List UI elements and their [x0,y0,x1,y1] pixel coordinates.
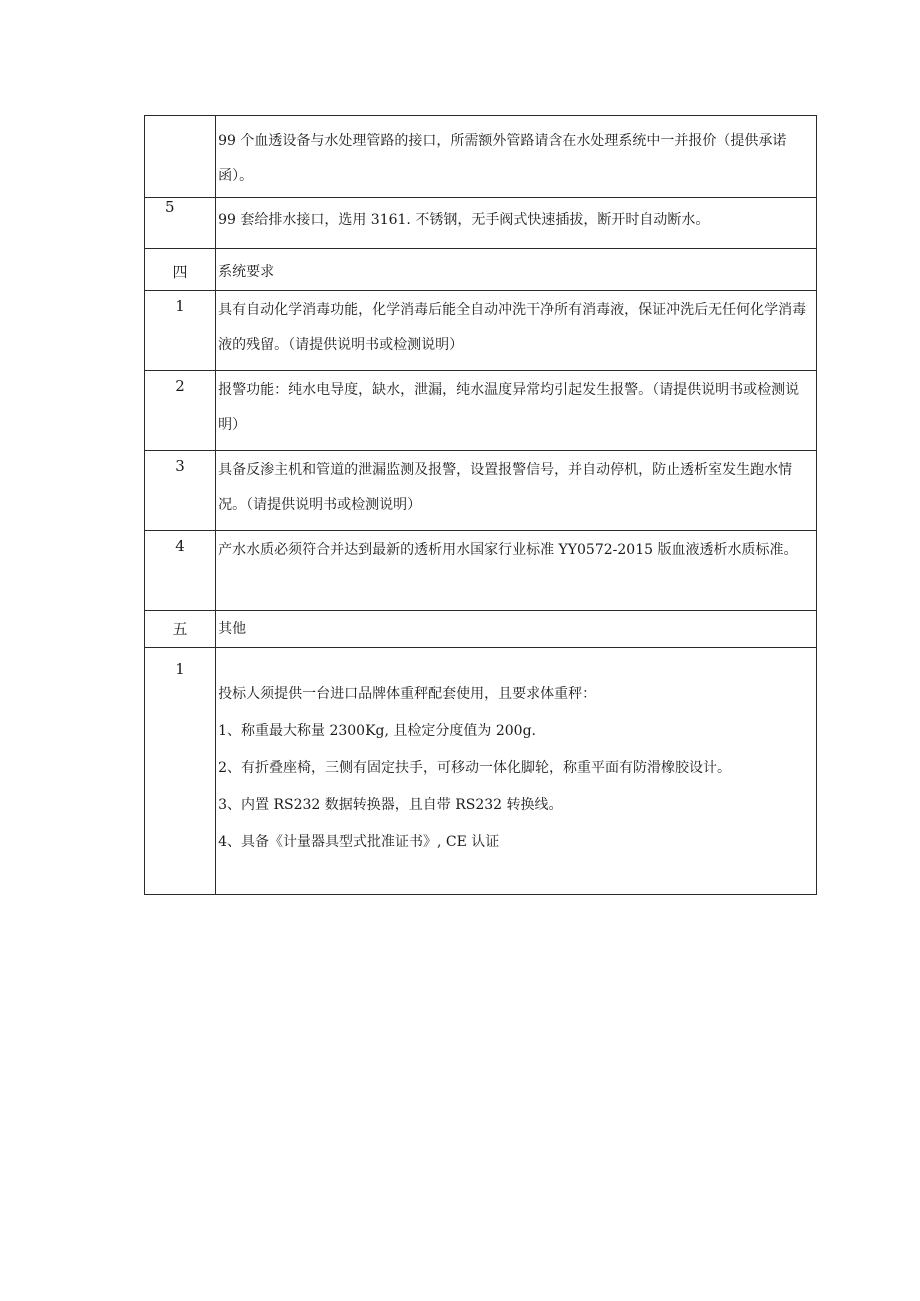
table-row [145,371,817,451]
item-number [145,116,216,198]
item-number: 2 [145,371,216,451]
section-title: 其他 [216,611,817,648]
section-title: 系统要求 [216,249,817,291]
section-number: 四 [145,249,216,291]
item-number: 1 [145,291,216,371]
section-row [145,249,817,291]
item-number: 3 [145,451,216,531]
item-number: 1 [145,648,216,895]
table-row [145,116,817,198]
scale-spec-2: 2、有折叠座椅，三侧有固定扶手，可移动一体化脚轮，称重平面有防滑橡胶设计。 [218,760,731,776]
item-number: 4 [145,531,216,611]
table-row [145,451,817,531]
table-row [145,531,817,611]
scale-intro: 投标人须提供一台进口品牌体重秤配套使用，且要求体重秤： [218,686,597,702]
item-number: 5 [145,198,216,249]
table-row [145,198,817,249]
requirements-table [144,115,817,895]
item-description: 99 个血透设备与水处理管路的接口，所需额外管路请含在水处理系统中一并报价（提供承诺函）。 [216,116,817,198]
section-row [145,611,817,648]
scale-spec-3: 3、内置 RS232 数据转换器，且自带 RS232 转换线。 [218,797,563,813]
table-row [145,648,817,895]
table-row [145,291,817,371]
section-number: 五 [145,611,216,648]
item-description: 99 套给排水接口，选用 3161. 不锈钢，无手阀式快速插拔，断开时自动断水。 [216,198,817,249]
item-description: 产水水质必须符合并达到最新的透析用水国家行业标准 YY0572-2015 版血液透析水质标准。 [216,531,817,611]
scale-spec-4: 4、具备《计量器具型式批准证书》, CE 认证 [218,834,500,850]
scale-spec-1: 1、称重最大称量 2300Kg, 且检定分度值为 200g. [218,723,536,739]
item-description: 报警功能：纯水电导度，缺水，泄漏，纯水温度异常均引起发生报警。（请提供说明书或检测说明） [216,371,817,451]
item-description: 具有自动化学消毒功能，化学消毒后能全自动冲洗干净所有消毒液，保证冲洗后无任何化学消毒液的残留。（请提供说明书或检测说明） [216,291,817,371]
item-description [216,648,817,895]
item-description: 具备反渗主机和管道的泄漏监测及报警，设置报警信号，并自动停机，防止透析室发生跑水情况。（请提供说明书或检测说明） [216,451,817,531]
